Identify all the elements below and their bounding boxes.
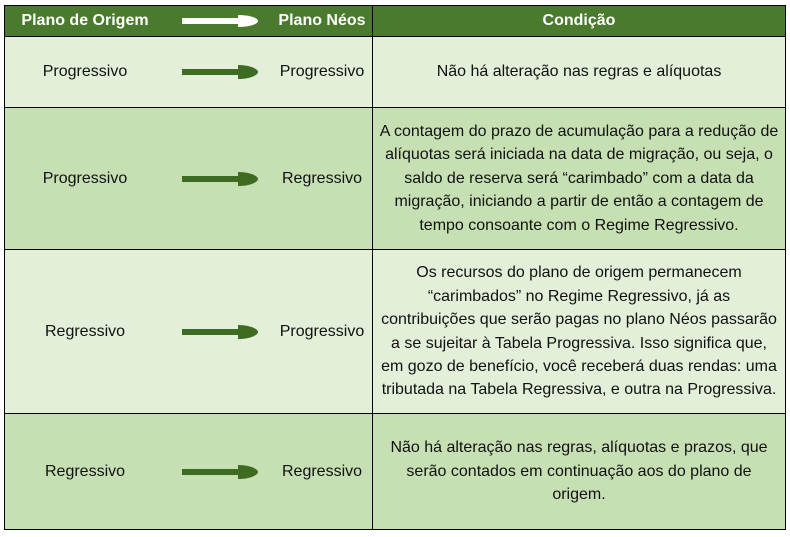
table-row	[5, 36, 785, 107]
condition-cell: A contagem do prazo de acumulação para a redução de alíquotas será iniciada na data de migração, ou seja, o saldo de reserva será “carimbado” com a data da migração, iniciando a partir de então a contagem de tempo consoante com o Regime Regressivo.	[372, 108, 785, 249]
table-row	[5, 249, 785, 413]
table-row	[5, 413, 785, 529]
table-header	[5, 6, 785, 36]
neos-cell: Regressivo	[281, 169, 363, 187]
condition-cell: Não há alteração nas regras e alíquotas	[372, 37, 785, 107]
origin-cell: Regressivo	[44, 322, 126, 340]
header-condition: Condição	[372, 6, 785, 36]
arrow-right-icon	[165, 250, 275, 413]
condition-cell: Os recursos do plano de origem permanecem “carimbados” no Regime Regressivo, já as contribuições que serão pagas no plano Néos passarão a se sujeitar à Tabela Progressiva. Isso significa que, em gozo de benefício, você receberá duas rendas: uma tributada na Tabela Regressiva, e outra na Progressiva.	[372, 250, 785, 413]
condition-cell: Não há alteração nas regras, alíquotas e prazos, que serão contados em continuação aos do plano de origem.	[372, 414, 785, 529]
arrow-right-icon	[165, 6, 275, 36]
origin-cell: Regressivo	[44, 462, 126, 480]
migration-table	[4, 5, 786, 530]
neos-cell: Progressivo	[279, 63, 365, 80]
neos-cell: Progressivo	[279, 322, 365, 340]
origin-cell: Progressivo	[42, 169, 128, 187]
arrow-right-icon	[165, 414, 275, 529]
header-origin: Plano de Origem	[21, 12, 149, 29]
neos-cell: Regressivo	[281, 462, 363, 480]
arrow-right-icon	[165, 37, 275, 107]
table-row	[5, 107, 785, 249]
origin-cell: Progressivo	[42, 63, 128, 80]
arrow-right-icon	[165, 108, 275, 249]
header-neos: Plano Néos	[278, 12, 366, 29]
